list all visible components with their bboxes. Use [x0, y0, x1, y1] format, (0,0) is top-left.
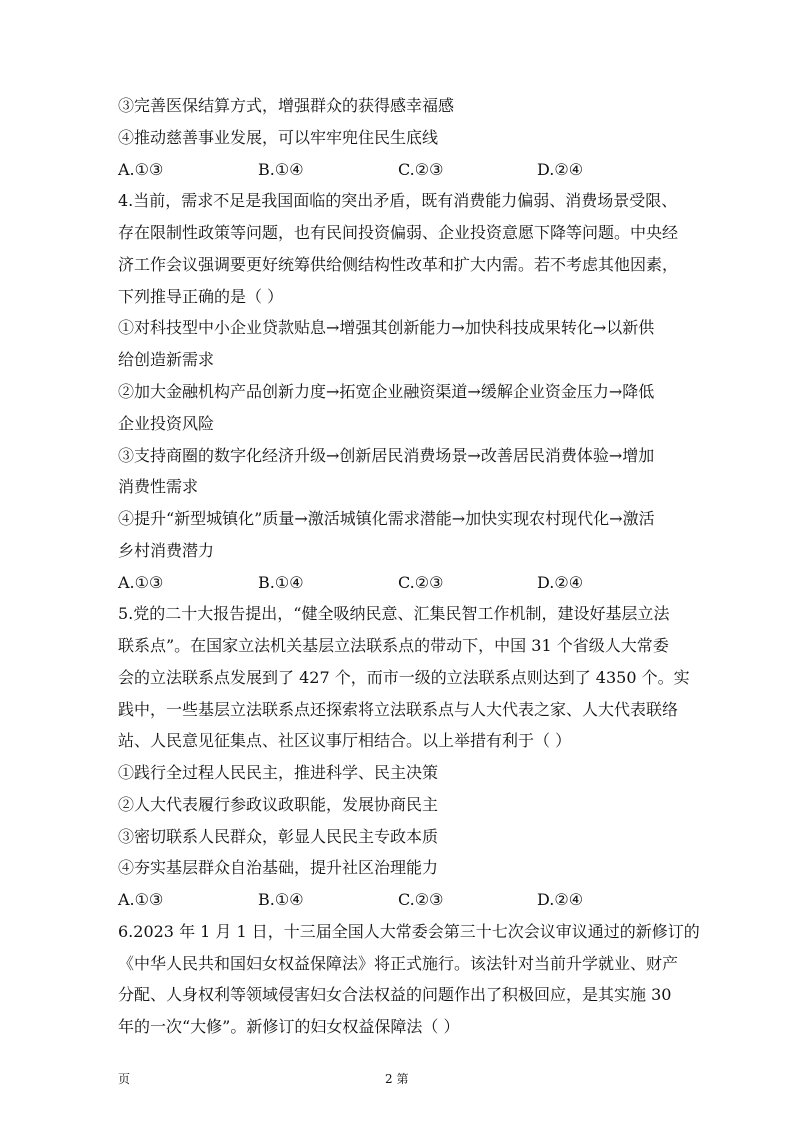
q4-option-d: D.②④ [537, 573, 584, 592]
q6-stem-line: 6.2023 年 1 月 1 日，十三届全国人大常委会第三十七次会议审议通过的新修订的 [118, 922, 700, 941]
q4-stem-line: 下列推导正确的是（ ） [118, 287, 284, 306]
q6-stem-line: 年的一次“大修”。新修订的妇女权益保障法（ ） [118, 1017, 460, 1036]
q3-option-c: C.②③ [398, 160, 444, 179]
q4-item-line: ④提升“新型城镇化”质量→激活城镇化需求潜能→加快实现农村现代化→激活 [118, 509, 655, 528]
q5-stem-line: 联系点”。在国家立法机关基层立法联系点的带动下，中国 31 个省级人大常委 [118, 636, 669, 655]
q5-stem-line: 践中，一些基层立法联系点还探索将立法联系点与人大代表之家、人大代表联络 [118, 700, 679, 719]
q3-option-d: D.②④ [537, 160, 584, 179]
q5-stem-line: 5.党的二十大报告提出，“健全吸纳民意、汇集民智工作机制，建设好基层立法 [118, 604, 670, 623]
q4-stem-line: 济工作会议强调要更好统筹供给侧结构性改革和扩大内需。若不考虑其他因素， [118, 255, 679, 274]
q5-item-2: ②人大代表履行参政议政职能，发展协商民主 [118, 795, 439, 814]
q4-option-b: B.①④ [258, 573, 304, 592]
q4-stem-line: 4.当前，需求不足是我国面临的突出矛盾，既有消费能力偏弱、消费场景受限、 [118, 191, 678, 210]
q5-item-4: ④夯实基层群众自治基础，提升社区治理能力 [118, 858, 439, 877]
q4-option-a: A.①③ [118, 573, 164, 592]
page-number: 2 第 [385, 1072, 409, 1086]
q5-option-c: C.②③ [398, 890, 444, 909]
q4-item-line: ②加大金融机构产品创新力度→拓宽企业融资渠道→缓解企业资金压力→降低 [118, 382, 655, 401]
q4-item-line: 乡村消费潜力 [118, 541, 215, 560]
q4-item-line: 企业投资风险 [118, 414, 215, 433]
q4-item-line: ①对科技型中小企业贷款贴息→增强其创新能力→加快科技成果转化→以新供 [118, 318, 655, 337]
footer-left-text: 页 [118, 1072, 131, 1086]
q5-item-3: ③密切联系人民群众，彰显人民民主专政本质 [118, 827, 439, 846]
q4-item-line: ③支持商圈的数字化经济升级→创新居民消费场景→改善居民消费体验→增加 [118, 446, 655, 465]
q5-stem-line: 站、人民意见征集点、社区议事厅相结合。以上举措有利于（ ） [118, 731, 572, 750]
q3-item-3: ③完善医保结算方式，增强群众的获得感幸福感 [118, 96, 455, 115]
q5-option-b: B.①④ [258, 890, 304, 909]
q4-item-line: 给创造新需求 [118, 350, 215, 369]
q3-item-4: ④推动慈善事业发展，可以牢牢兜住民生底线 [118, 128, 439, 147]
q4-stem-line: 存在限制性政策等问题，也有民间投资偏弱、企业投资意愿下降等问题。中央经 [118, 223, 679, 242]
q6-stem-line: 《中华人民共和国妇女权益保障法》将正式施行。该法针对当前升学就业、财产 [118, 954, 679, 973]
q5-stem-line: 会的立法联系点发展到了 427 个，而市一级的立法联系点则达到了 4350 个。实 [118, 668, 690, 687]
q4-option-c: C.②③ [398, 573, 444, 592]
q5-option-a: A.①③ [118, 890, 164, 909]
q5-item-1: ①践行全过程人民民主，推进科学、民主决策 [118, 763, 439, 782]
q4-item-line: 消费性需求 [118, 477, 199, 496]
q3-option-a: A.①③ [118, 160, 164, 179]
q3-option-b: B.①④ [258, 160, 304, 179]
q6-stem-line: 分配、人身权利等领域侵害妇女合法权益的问题作出了积极回应，是其实施 30 [118, 985, 672, 1004]
q5-option-d: D.②④ [537, 890, 584, 909]
